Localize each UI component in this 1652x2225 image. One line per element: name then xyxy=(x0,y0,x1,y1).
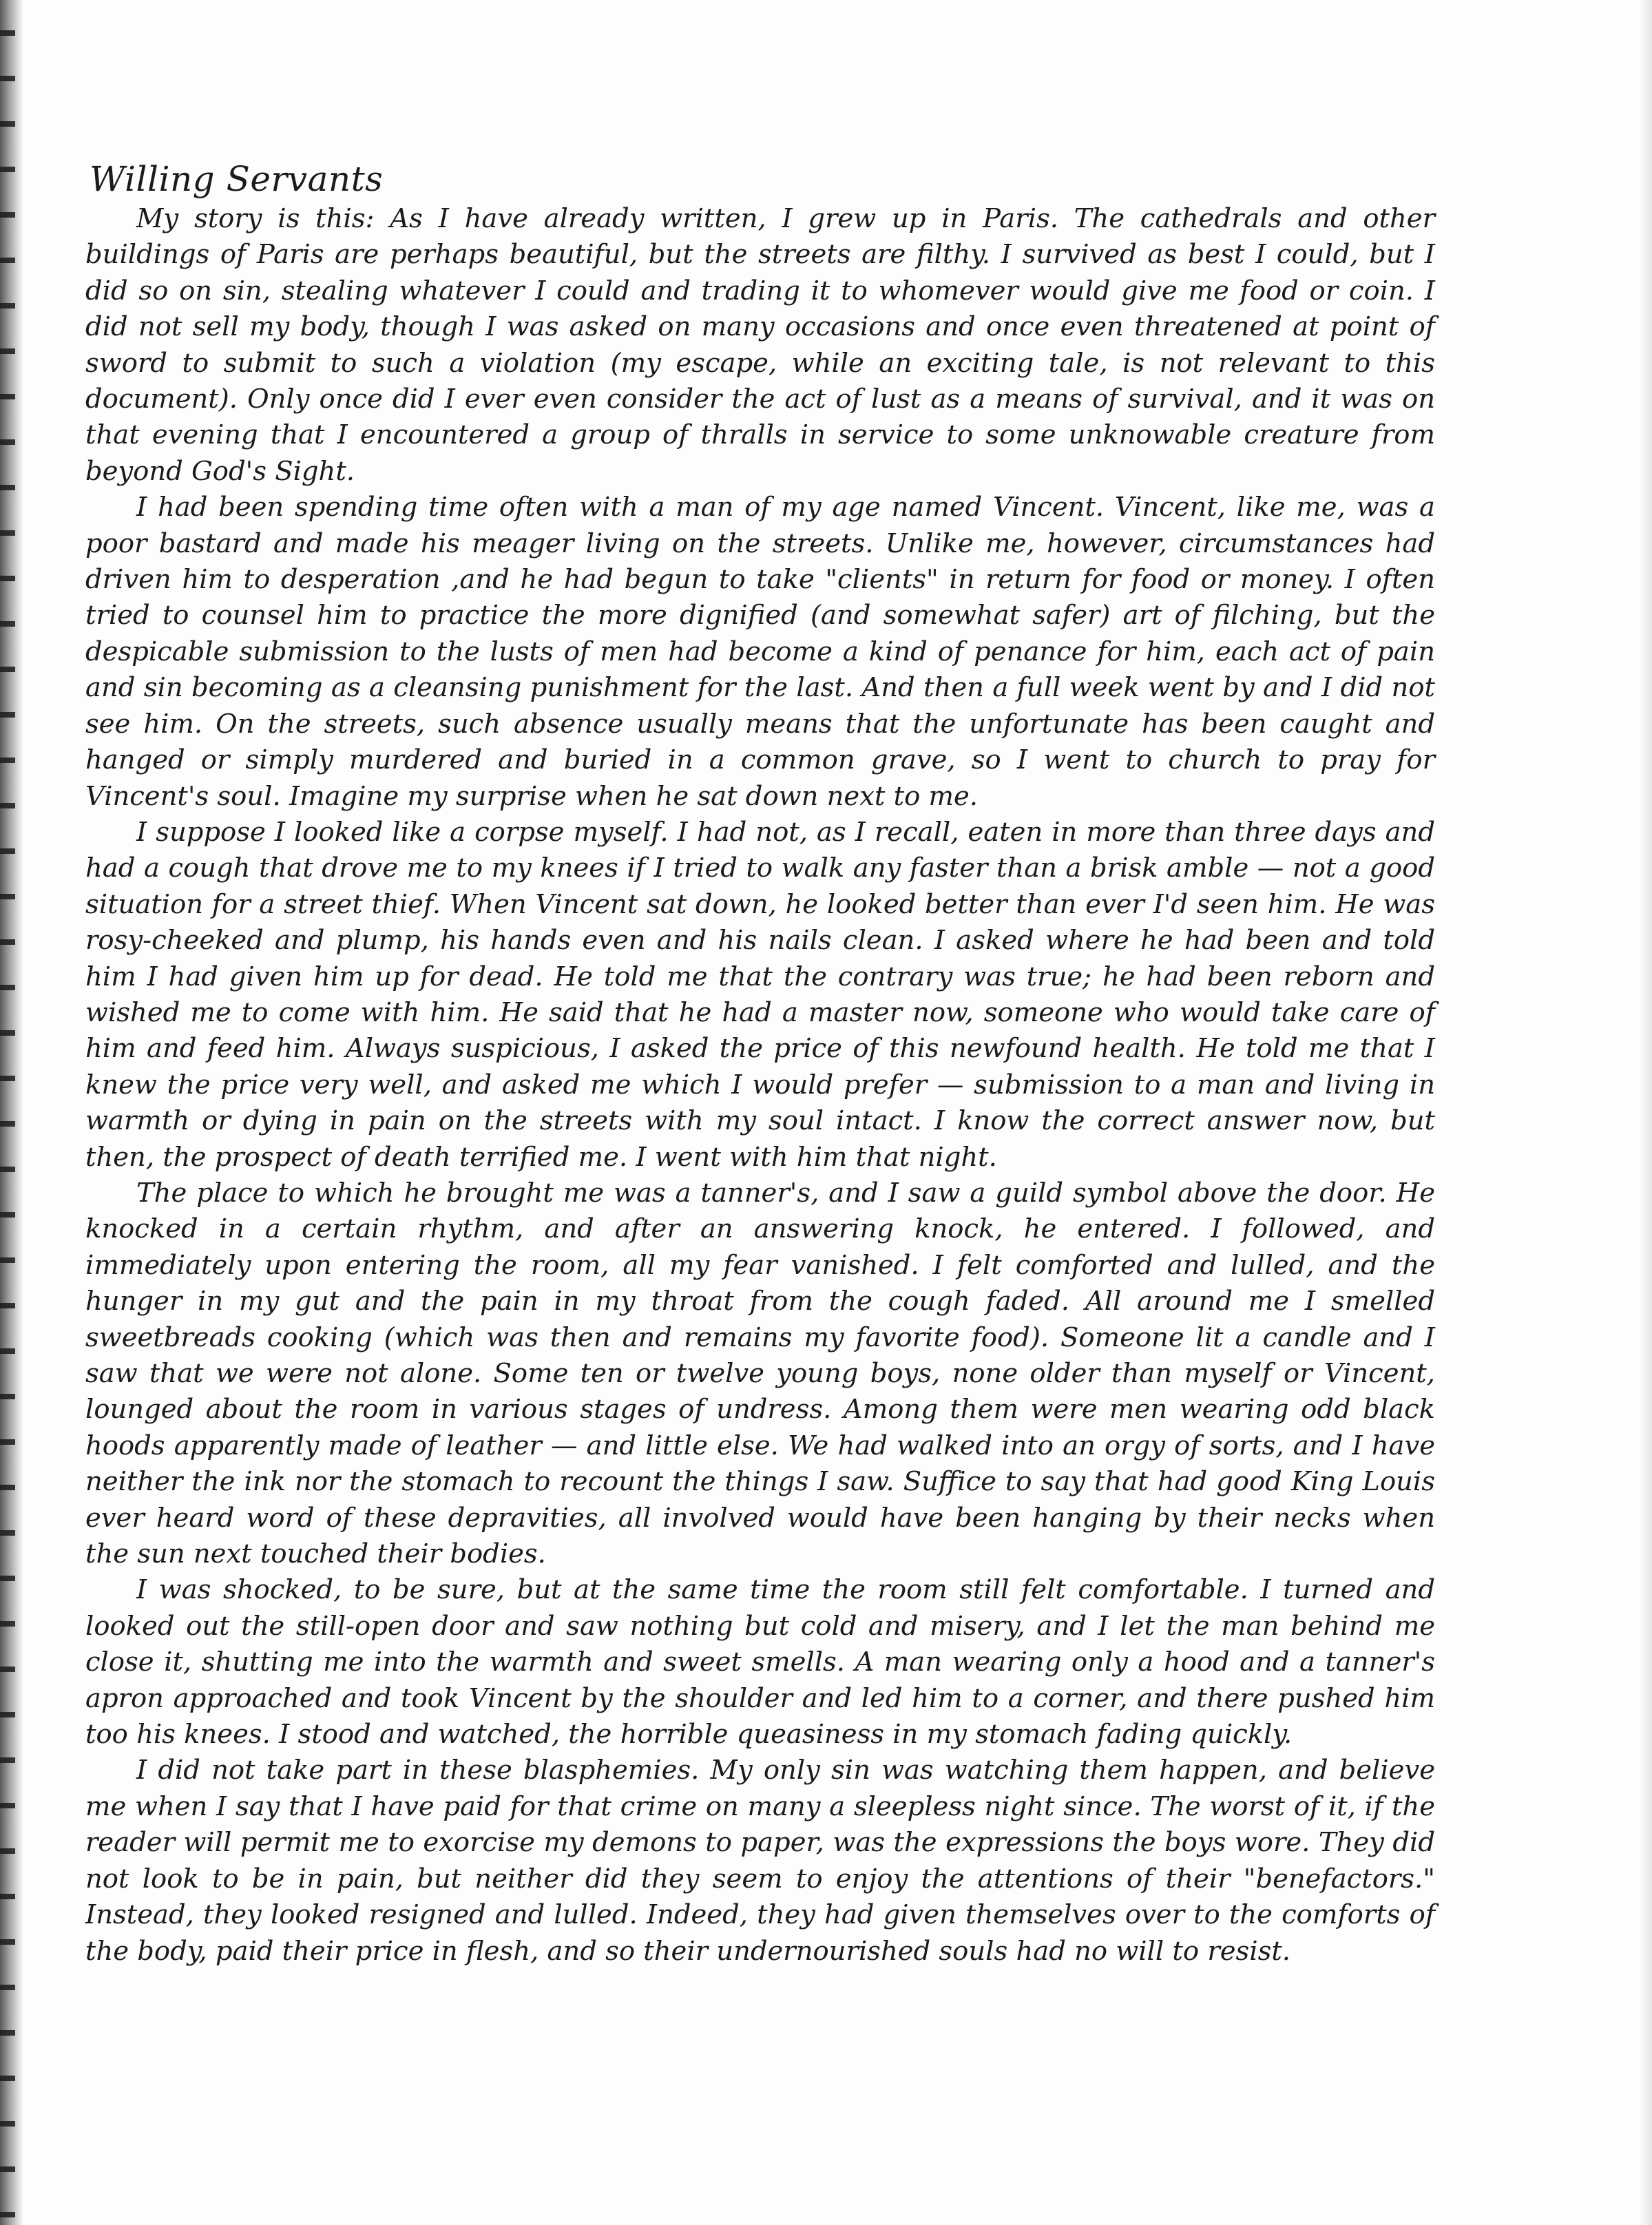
paragraph: I suppose I looked like a corpse myself. I had not, as I recall, eaten in more than three days and had a cough that drove me to my knees if I tried to walk any faster than a brisk amble — not a good situation for a street thief. When Vincent sat down, he looked better than ever I'd seen him. He was rosy-cheeked and plump, his hands even and his nails clean. I asked where he had been and told him I had given him up for dead. He told me that the contrary was true; he had been reborn and wished me to come with him. He said that he had a master now, someone who would take care of him and feed him. Always suspicious, I asked the price of this newfound health. He told me that I knew the price very well, and asked me which I would prefer — submission to a man and living in warmth or dying in pain on the streets with my soul intact. I know the correct answer now, but then, the prospect of death terrified me. I went with him that night. xyxy=(85,816,1435,1173)
paragraph: I was shocked, to be sure, but at the same time the room still felt comfortable. I turned and looked out the still-open door and saw nothing but cold and misery, and I let the man behind me close it, shutting me into the warmth and sweet smells. A man wearing only a hood and a tanner's apron approached and took Vincent by the shoulder and led him to a corner, and there pushed him too his knees. I stood and watched, the horrible queasiness in my stomach fading quickly. xyxy=(85,1574,1435,1751)
paragraph: I had been spending time often with a man of my age named Vincent. Vincent, like me, was a poor bastard and made his meager living on the streets. Unlike me, however, circumstances had driven him to desperation ,and he had begun to take "clients" in return for food or money. I often tried to counsel him to practice the more dignified (and somewhat safer) art of filching, but the despicable submission to the lusts of men had become a kind of penance for him, each act of pain and sin becoming as a cleansing punishment for the last. And then a full week went by and I did not see him. On the streets, such absence usually means that the unfortunate has been caught and hanged or simply murdered and buried in a common grave, so I went to church to pray for Vincent's soul. Imagine my surprise when he sat down next to me. xyxy=(85,492,1435,812)
page-edge-shadow xyxy=(1640,0,1652,2225)
document-body xyxy=(85,157,1435,1970)
section-title: Willing Servants xyxy=(90,159,384,199)
binding-holes xyxy=(0,0,15,2225)
paragraph: I did not take part in these blasphemies. My only sin was watching them happen, and believe me when I say that I have paid for that crime on many a sleepless night since. The worst of it, if the reader will permit me to exorcise my demons to paper, was the expressions the boys wore. They did not look to be in pain, but neither did they seem to enjoy the attentions of their "benefactors." Instead, they looked resigned and lulled. Indeed, they had given themselves over to the comforts of the body, paid their price in flesh, and so their undernourished souls had no will to resist. xyxy=(85,1755,1435,1967)
paragraph: My story is this: As I have already written, I grew up in Paris. The cathedrals and other buildings of Paris are perhaps beautiful, but the streets are filthy. I survived as best I could, but I did so on sin, stealing whatever I could and trading it to whomever would give me food or coin. I did not sell my body, though I was asked on many occasions and once even threatened at point of sword to submit to such a violation (my escape, while an exciting tale, is not relevant to this document). Only once did I ever even consider the act of lust as a means of survival, and it was on that evening that I encountered a group of thralls in service to some unknowable creature from beyond God's Sight. xyxy=(85,203,1435,487)
paragraph: The place to which he brought me was a tanner's, and I saw a guild symbol above the door. He knocked in a certain rhythm, and after an answering knock, he entered. I followed, and immediately upon entering the room, all my fear vanished. I felt comforted and lulled, and the hunger in my gut and the pain in my throat from the cough faded. All around me I smelled sweetbreads cooking (which was then and remains my favorite food). Someone lit a candle and I saw that we were not alone. Some ten or twelve young boys, none older than myself or Vincent, lounged about the room in various stages of undress. Among them were men wearing odd black hoods apparently made of leather — and little else. We had walked into an orgy of sorts, and I have neither the ink nor the stomach to recount the things I saw. Suffice to say that had good King Louis ever heard word of these depravities, all involved would have been hanging by their necks when the sun next touched their bodies. xyxy=(85,1177,1435,1570)
